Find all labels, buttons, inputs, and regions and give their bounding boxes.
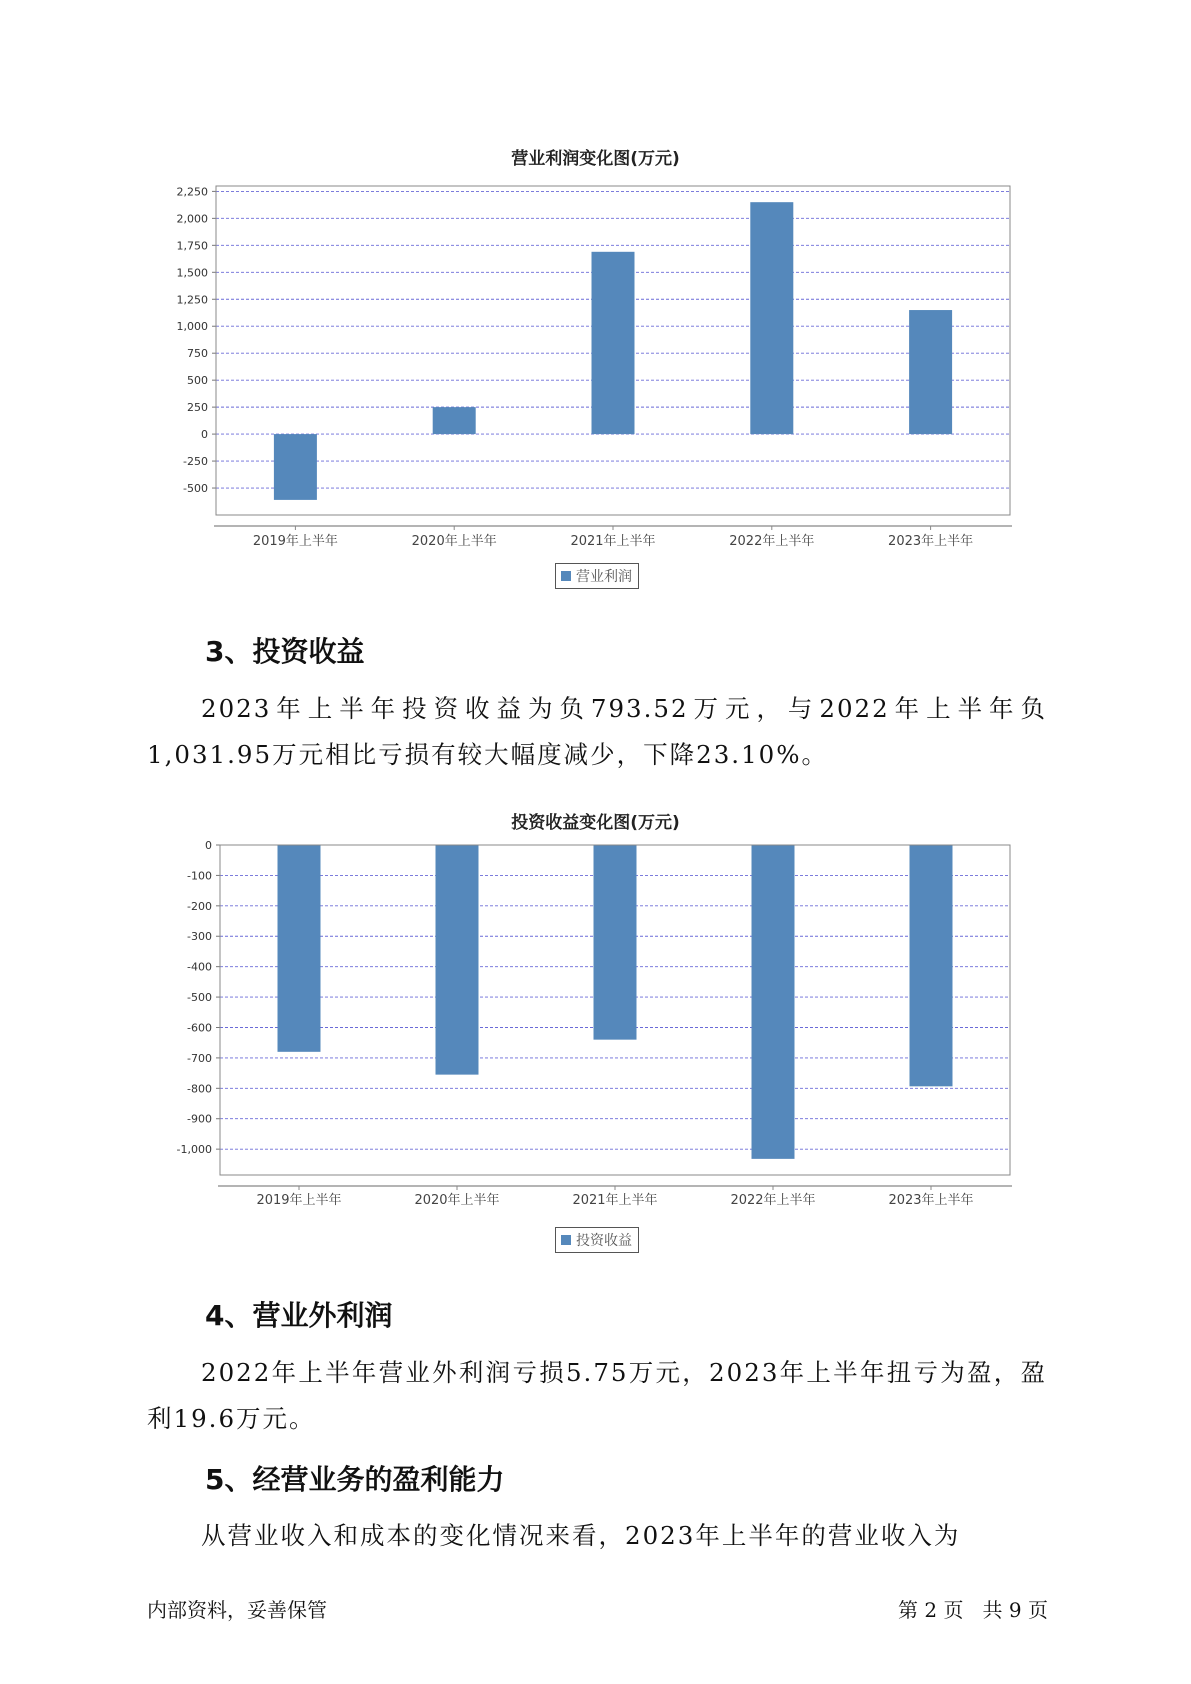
x-tick-label: 2022年上半年 xyxy=(730,1193,816,1208)
y-tick-label: 0 xyxy=(201,428,208,442)
y-tick-label: 250 xyxy=(187,401,208,415)
x-tick-label: 2021年上半年 xyxy=(570,534,656,549)
bar-2019年上半年 xyxy=(278,845,321,1052)
para-profitability xyxy=(147,1513,1047,1559)
x-tick-label: 2019年上半年 xyxy=(256,1193,342,1208)
y-tick-label: 500 xyxy=(187,374,208,388)
y-tick-label: 1,750 xyxy=(176,239,208,253)
y-tick-label: 1,500 xyxy=(176,266,208,280)
chart2-legend-label: 投资收益 xyxy=(576,1233,632,1249)
bar-2023年上半年 xyxy=(910,845,953,1086)
y-tick-label: 1,250 xyxy=(176,293,208,307)
y-tick-label: -100 xyxy=(187,869,212,883)
x-tick-label: 2020年上半年 xyxy=(414,1193,500,1208)
heading-non-operating-profit: 4、营业外利润 xyxy=(205,1299,393,1332)
chart1-title: 营业利润变化图(万元) xyxy=(511,149,680,169)
y-tick-label: -800 xyxy=(187,1082,212,1096)
footer-confidential: 内部资料，妥善保管 xyxy=(147,1598,327,1622)
bar-2021年上半年 xyxy=(594,845,637,1040)
y-tick-label: 750 xyxy=(187,347,208,361)
x-tick-label: 2022年上半年 xyxy=(729,534,815,549)
y-tick-label: 0 xyxy=(205,839,212,852)
bar-2020年上半年 xyxy=(436,845,479,1075)
x-tick-label: 2019年上半年 xyxy=(252,534,338,549)
y-tick-label: 1,000 xyxy=(176,320,208,334)
y-tick-label: -250 xyxy=(183,455,208,469)
y-tick-label: 2,250 xyxy=(176,185,208,199)
y-tick-label: -300 xyxy=(187,930,212,944)
para-profitability-text: 从营业收入和成本的变化情况来看，2023年上半年的营业收入为 xyxy=(201,1521,961,1550)
x-tick-label: 2023年上半年 xyxy=(888,534,974,549)
y-tick-label: -1,000 xyxy=(176,1143,212,1157)
y-tick-label: 2,000 xyxy=(176,212,208,226)
y-tick-label: -600 xyxy=(187,1021,212,1035)
para-non-operating-profit xyxy=(147,1350,1047,1442)
para-non-operating-profit-text: 2022年上半年营业外利润亏损5.75万元，2023年上半年扭亏为盈，盈利19.6万元。 xyxy=(147,1358,1047,1433)
y-tick-label: -900 xyxy=(187,1112,212,1126)
y-tick-label: -500 xyxy=(183,482,208,496)
chart1-legend-label: 营业利润 xyxy=(576,569,632,585)
x-tick-label: 2023年上半年 xyxy=(888,1193,974,1208)
heading-profitability: 5、经营业务的盈利能力 xyxy=(205,1463,505,1496)
bar-2022年上半年 xyxy=(752,845,795,1159)
legend-swatch xyxy=(561,1235,571,1245)
y-tick-label: -500 xyxy=(187,991,212,1005)
y-tick-label: -400 xyxy=(187,960,212,974)
para-investment-income-text: 2023年上半年投资收益为负793.52万元，与2022年上半年负1,031.95万元相比亏损有较大幅度减少，下降23.10%。 xyxy=(147,694,1047,769)
chart2-title: 投资收益变化图(万元) xyxy=(511,813,680,833)
footer-page-number: 第 2 页 共 9 页 xyxy=(898,1598,1048,1622)
x-tick-label: 2021年上半年 xyxy=(572,1193,658,1208)
chart2-legend xyxy=(555,1227,639,1253)
heading-investment-income: 3、投资收益 xyxy=(205,635,365,668)
y-tick-label: -700 xyxy=(187,1051,212,1065)
x-tick-label: 2020年上半年 xyxy=(411,534,497,549)
y-tick-label: -200 xyxy=(187,899,212,913)
